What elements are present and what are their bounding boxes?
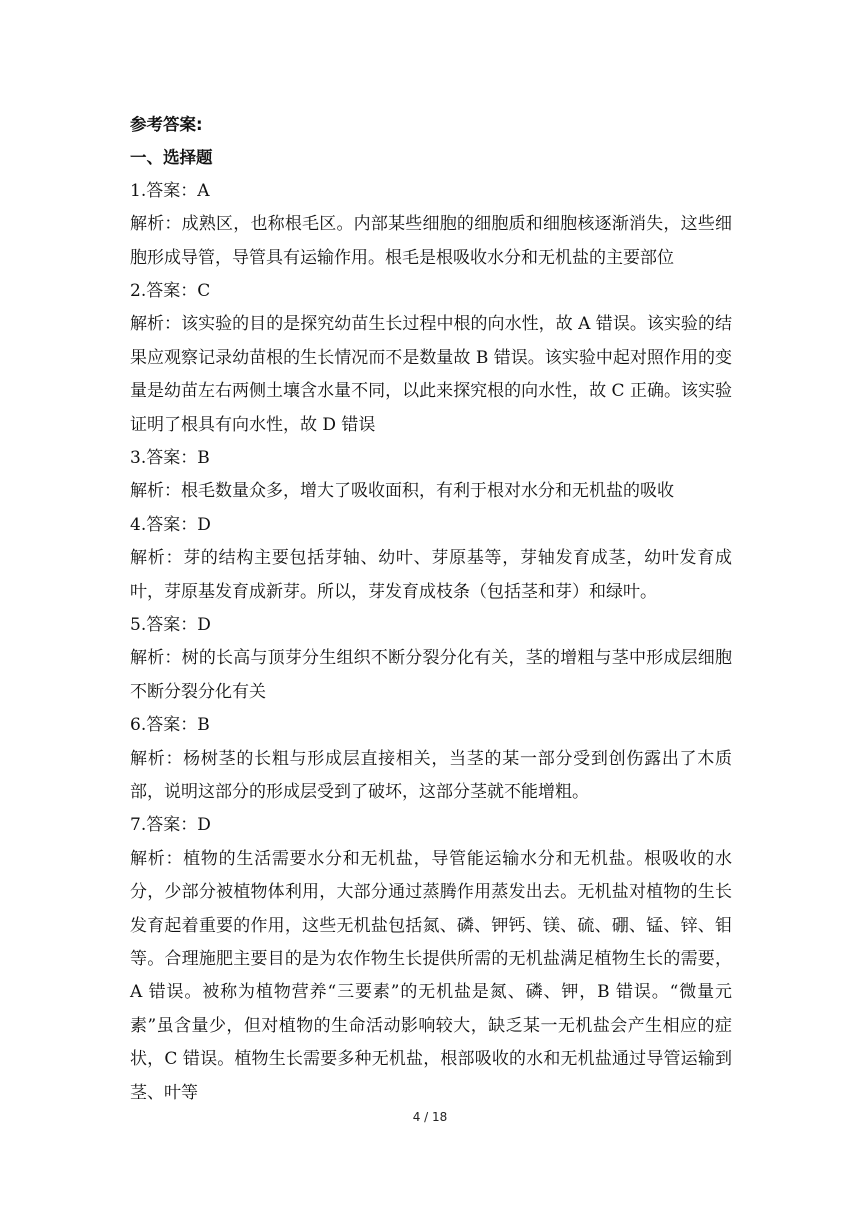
explanation-6: 解析：杨树茎的长粗与形成层直接相关，当茎的某一部分受到创伤露出了木质部，说明这部分的形成层受到了破坏，这部分茎就不能增粗。	[130, 748, 732, 802]
page-number: 4 / 18	[412, 1110, 448, 1124]
explanation-2: 解析：该实验的目的是探究幼苗生长过程中根的向水性，故 A 错误。该实验的结果应观察记录幼苗根的生长情况而不是数量故 B 错误。该实验中起对照作用的变量是幼苗左右两侧土壤含水量不同，以此来探究根的向水性，故 C 正确。该实验证明了根具有向水性，故 D 错误	[130, 314, 732, 435]
answer-3: 3.答案：B	[130, 448, 210, 468]
explanation-1: 解析：成熟区，也称根毛区。内部某些细胞的细胞质和细胞核逐渐消失，这些细胞形成导管，导管具有运输作用。根毛是根吸收水分和无机盐的主要部位	[130, 214, 732, 268]
document-body	[130, 108, 732, 1110]
explanation-3: 解析：根毛数量众多，增大了吸收面积，有利于根对水分和无机盐的吸收	[130, 481, 674, 502]
answer-2: 2.答案：C	[130, 280, 211, 301]
answer-7: 7.答案：D	[130, 815, 211, 836]
answer-4: 4.答案：D	[130, 514, 211, 535]
answer-5: 5.答案：D	[130, 615, 211, 635]
answer-6: 6.答案：B	[130, 715, 210, 736]
explanation-7: 解析：植物的生活需要水分和无机盐，导管能运输水分和无机盐。根吸收的水分，少部分被植物体利用，大部分通过蒸腾作用蒸发出去。无机盐对植物的生长发育起着重要的作用，这些无机盐包括氮、磷、钾钙、镁、硫、硼、锰、锌、钼等。合理施肥主要目的是为农作物生长提供所需的无机盐满足植物生长的需要，A 错误。被称为植物营养“三要素”的无机盐是氮、磷、钾，B 错误。“微量元素”虽含量少，但对植物的生命活动影响较大，缺乏某一无机盐会产生相应的症状，C 错误。植物生长需要多种无机盐，根部吸收的水和无机盐通过导管运输到茎、叶等	[130, 848, 732, 1103]
explanation-5: 解析：树的长高与顶芽分生组织不断分裂分化有关，茎的增粗与茎中形成层细胞不断分裂分化有关	[130, 648, 732, 702]
answer-1: 1.答案：A	[130, 180, 210, 201]
explanation-4: 解析：芽的结构主要包括芽轴、幼叶、芽原基等，芽轴发育成茎，幼叶发育成叶，芽原基发育成新芽。所以，芽发育成枝条（包括茎和芽）和绿叶。	[130, 548, 732, 602]
answer-heading: 参考答案:	[130, 115, 203, 134]
section-title: 一、选择题	[130, 148, 213, 168]
